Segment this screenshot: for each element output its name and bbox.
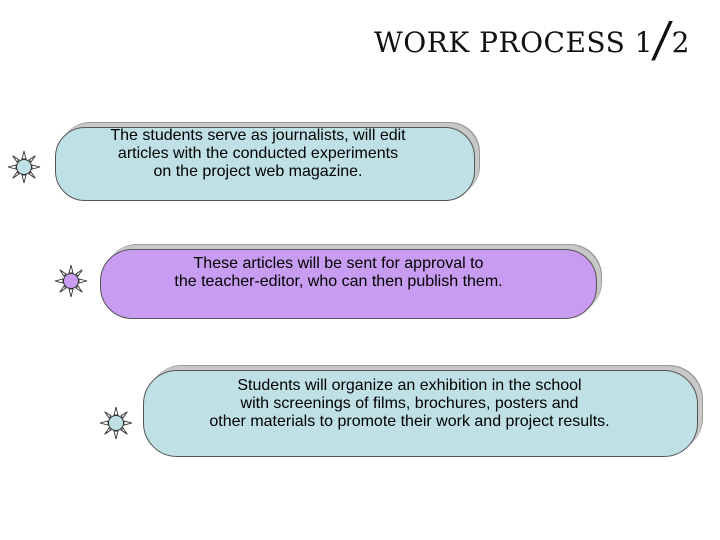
process-step-2-text: These articles will be sent for approval to the teacher-editor, who can then publish them. <box>174 255 503 290</box>
slide-title-main: WORK PROCESS 1 <box>374 26 653 59</box>
process-step-3-text: Students will organize an exhibition in the school with screenings of films, brochures, posters and other materials to promote their work and project results. <box>209 376 610 430</box>
slide-title-end: 2 <box>671 26 690 59</box>
sun-icon <box>7 150 41 184</box>
slide-title-slash: / <box>650 12 675 68</box>
sun-icon <box>54 264 88 298</box>
slide-title <box>374 12 690 68</box>
process-step-1-text: The students serve as journalists, will edit articles with the conducted experiments on the project web magazine. <box>110 127 406 180</box>
process-step-2 <box>100 249 597 319</box>
process-step-3 <box>143 370 698 457</box>
sun-icon <box>99 406 133 440</box>
process-step-1 <box>55 127 475 201</box>
